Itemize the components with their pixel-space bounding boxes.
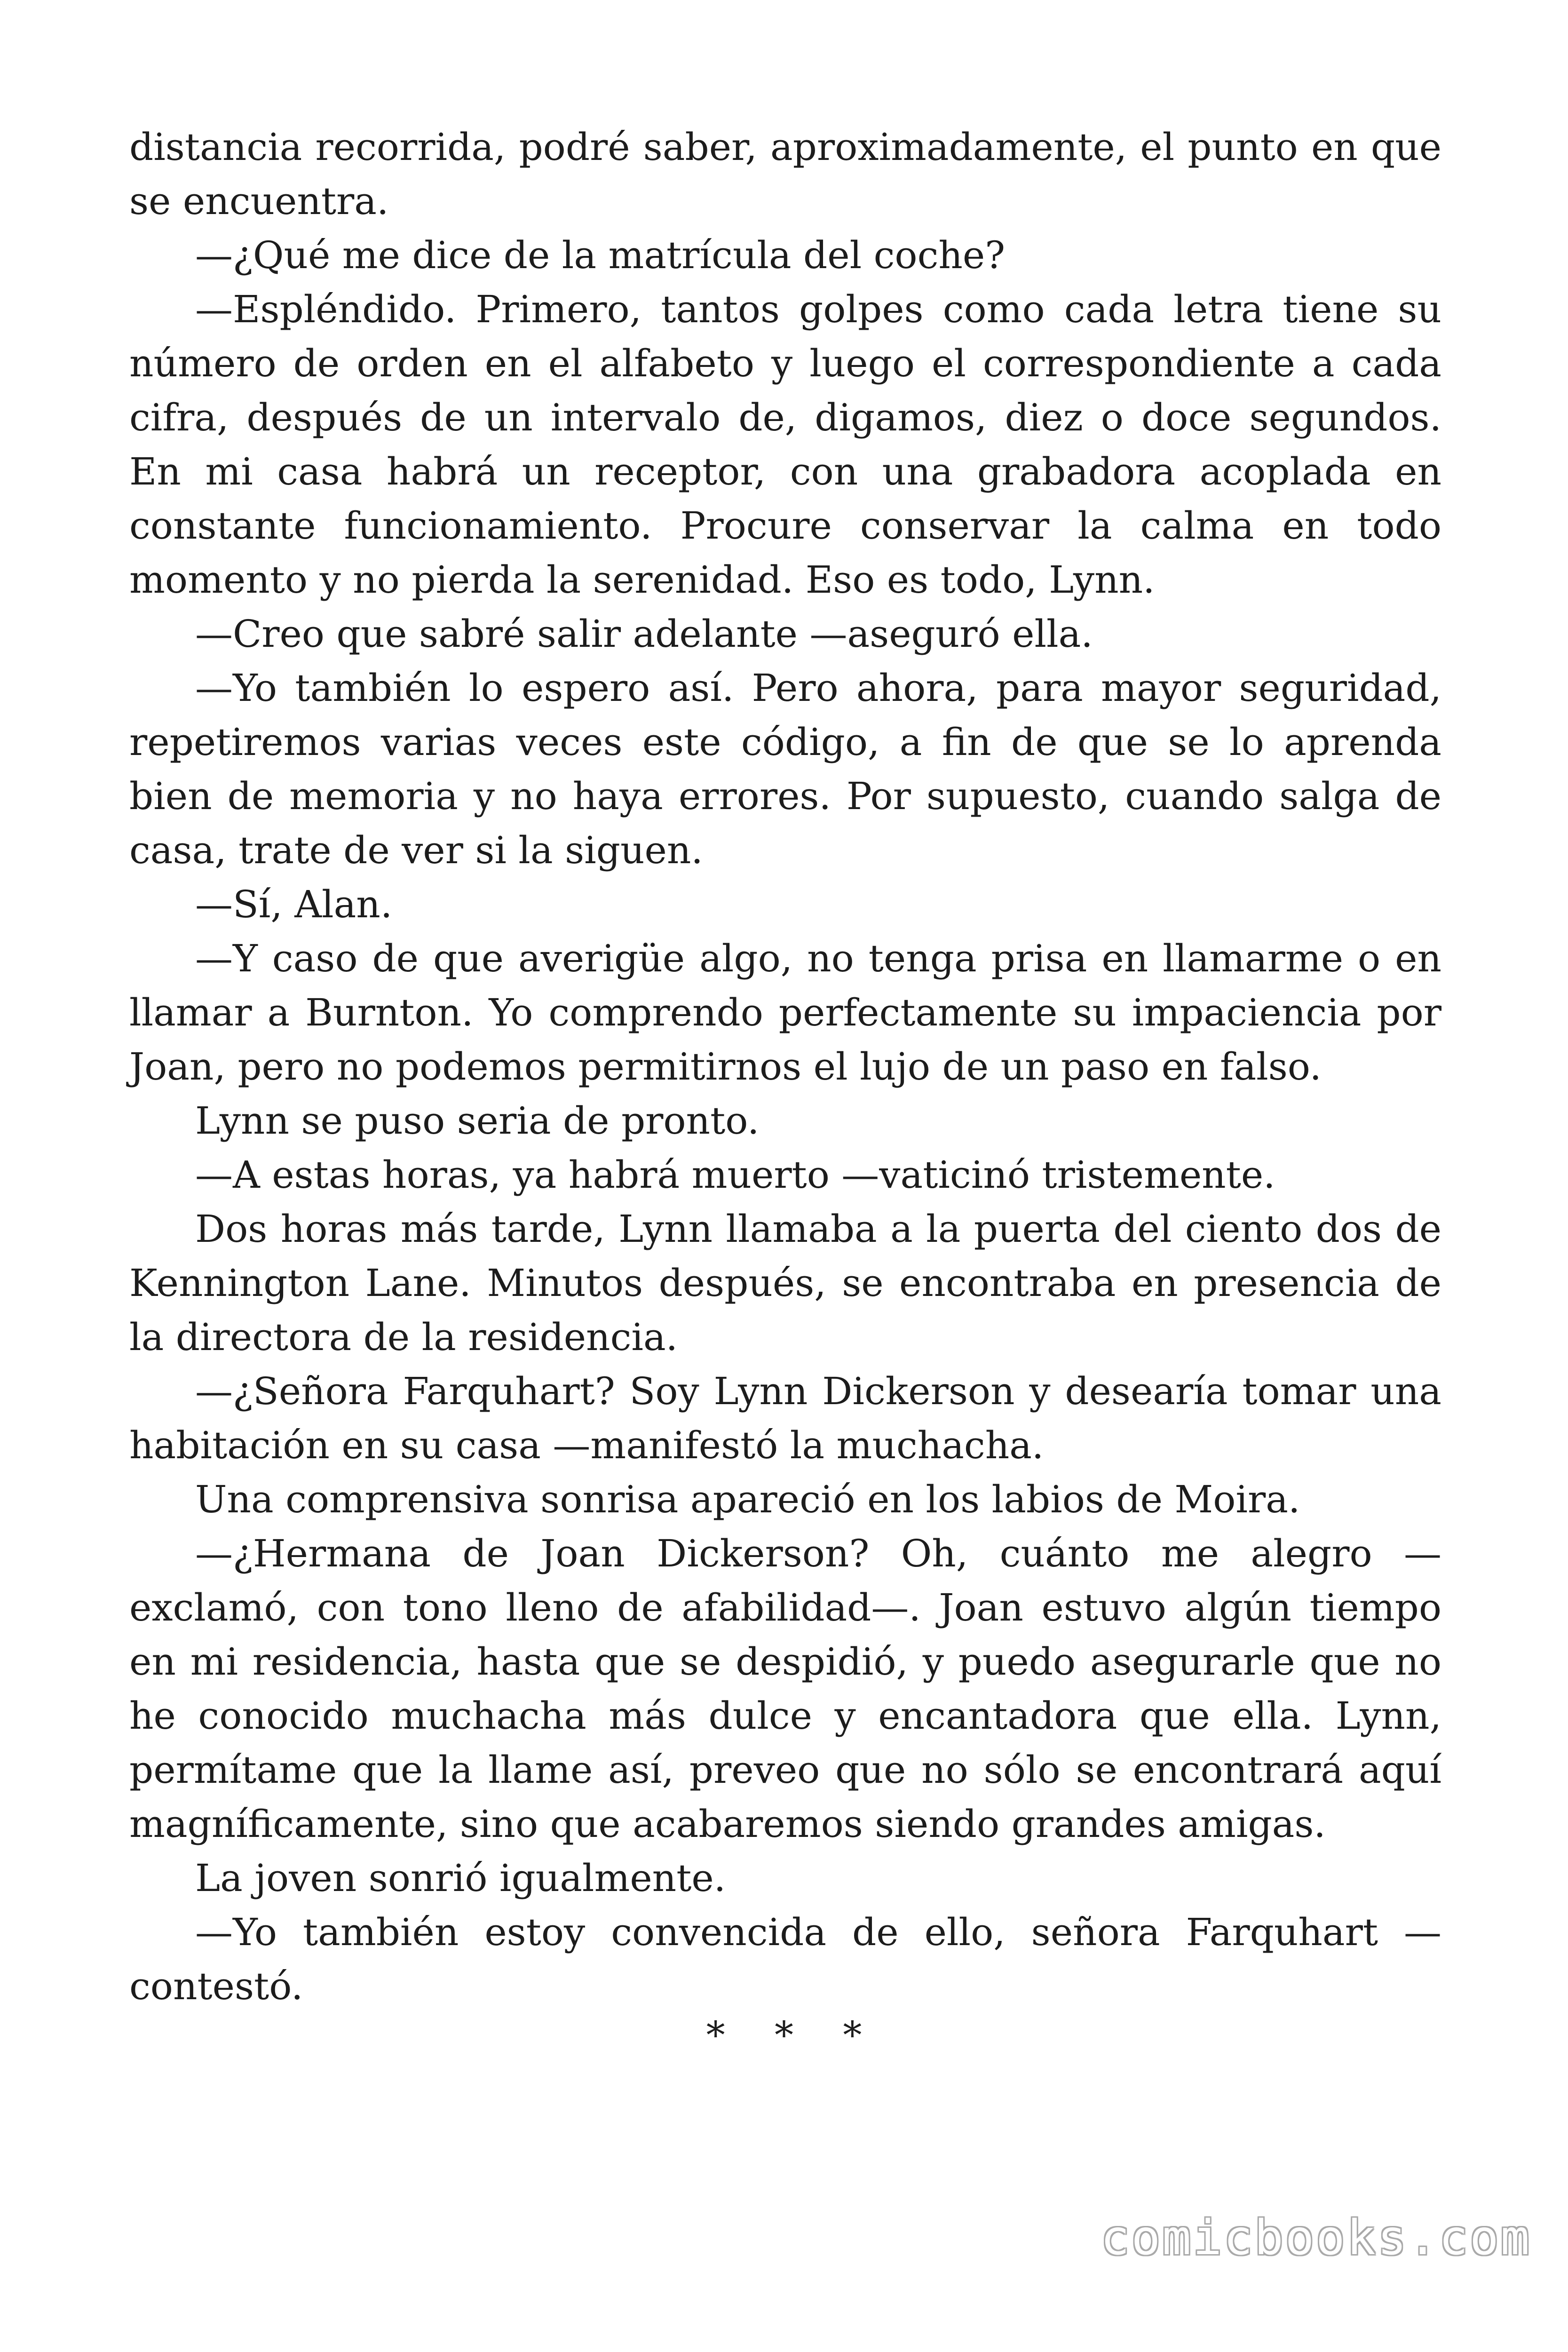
paragraph: Lynn se puso seria de pronto.	[195, 1099, 760, 1143]
paragraph: —Espléndido. Primero, tantos golpes como cada letra tiene su número de orden en el alfabeto y luego el correspondiente a cada cifra, después de un intervalo de, digamos, diez o doce segundos. En mi casa habrá un receptor, con una grabadora acoplada en constante funcionamiento. Procure conservar la calma en todo momento y no pierda la serenidad. Eso es todo, Lynn.	[129, 287, 1441, 602]
paragraph: La joven sonrió igualmente.	[195, 1856, 726, 1900]
paragraph: —¿Qué me dice de la matrícula del coche?	[195, 233, 1006, 277]
paragraph: —Yo también lo espero así. Pero ahora, para mayor seguridad, repetiremos varias veces este código, a fin de que se lo aprenda bien de memoria y no haya errores. Por supuesto, cuando salga de casa, trate de ver si la siguen.	[129, 666, 1441, 872]
paragraph: —¿Señora Farquhart? Soy Lynn Dickerson y desearía tomar una habitación en su casa —manifestó la muchacha.	[129, 1369, 1441, 1467]
paragraph: —Yo también estoy convencida de ello, señora Farquhart —contestó.	[129, 1910, 1441, 2008]
section-separator: * * *	[706, 2013, 881, 2057]
watermark-logo: comicbooks.com	[1101, 2210, 1531, 2266]
paragraph: —Sí, Alan.	[195, 882, 393, 926]
paragraph: —Y caso de que averigüe algo, no tenga prisa en llamarme o en llamar a Burnton. Yo comprendo perfectamente su impaciencia por Joan, pero no podemos permitirnos el lujo de un paso en falso.	[129, 937, 1441, 1089]
paragraph: —Creo que sabré salir adelante —aseguró ella.	[195, 612, 1093, 656]
page-body	[129, 120, 1441, 2013]
paragraph: Dos horas más tarde, Lynn llamaba a la puerta del ciento dos de Kennington Lane. Minutos después, se encontraba en presencia de la directora de la residencia.	[129, 1207, 1441, 1359]
paragraph: —¿Hermana de Joan Dickerson? Oh, cuánto me alegro —exclamó, con tono lleno de afabilidad—. Joan estuvo algún tiempo en mi residencia, hasta que se despidió, y puedo asegurarle que no he conocido muchacha más dulce y encantadora que ella. Lynn, permítame que la llame así, preveo que no sólo se encontrará aquí magníficamente, sino que acabaremos siendo grandes amigas.	[129, 1532, 1441, 1846]
paragraph: —A estas horas, ya habrá muerto —vaticinó tristemente.	[195, 1153, 1275, 1197]
paragraph: Una comprensiva sonrisa apareció en los labios de Moira.	[195, 1478, 1300, 1521]
paragraph: distancia recorrida, podré saber, aproximadamente, el punto en que se encuentra.	[129, 125, 1441, 223]
